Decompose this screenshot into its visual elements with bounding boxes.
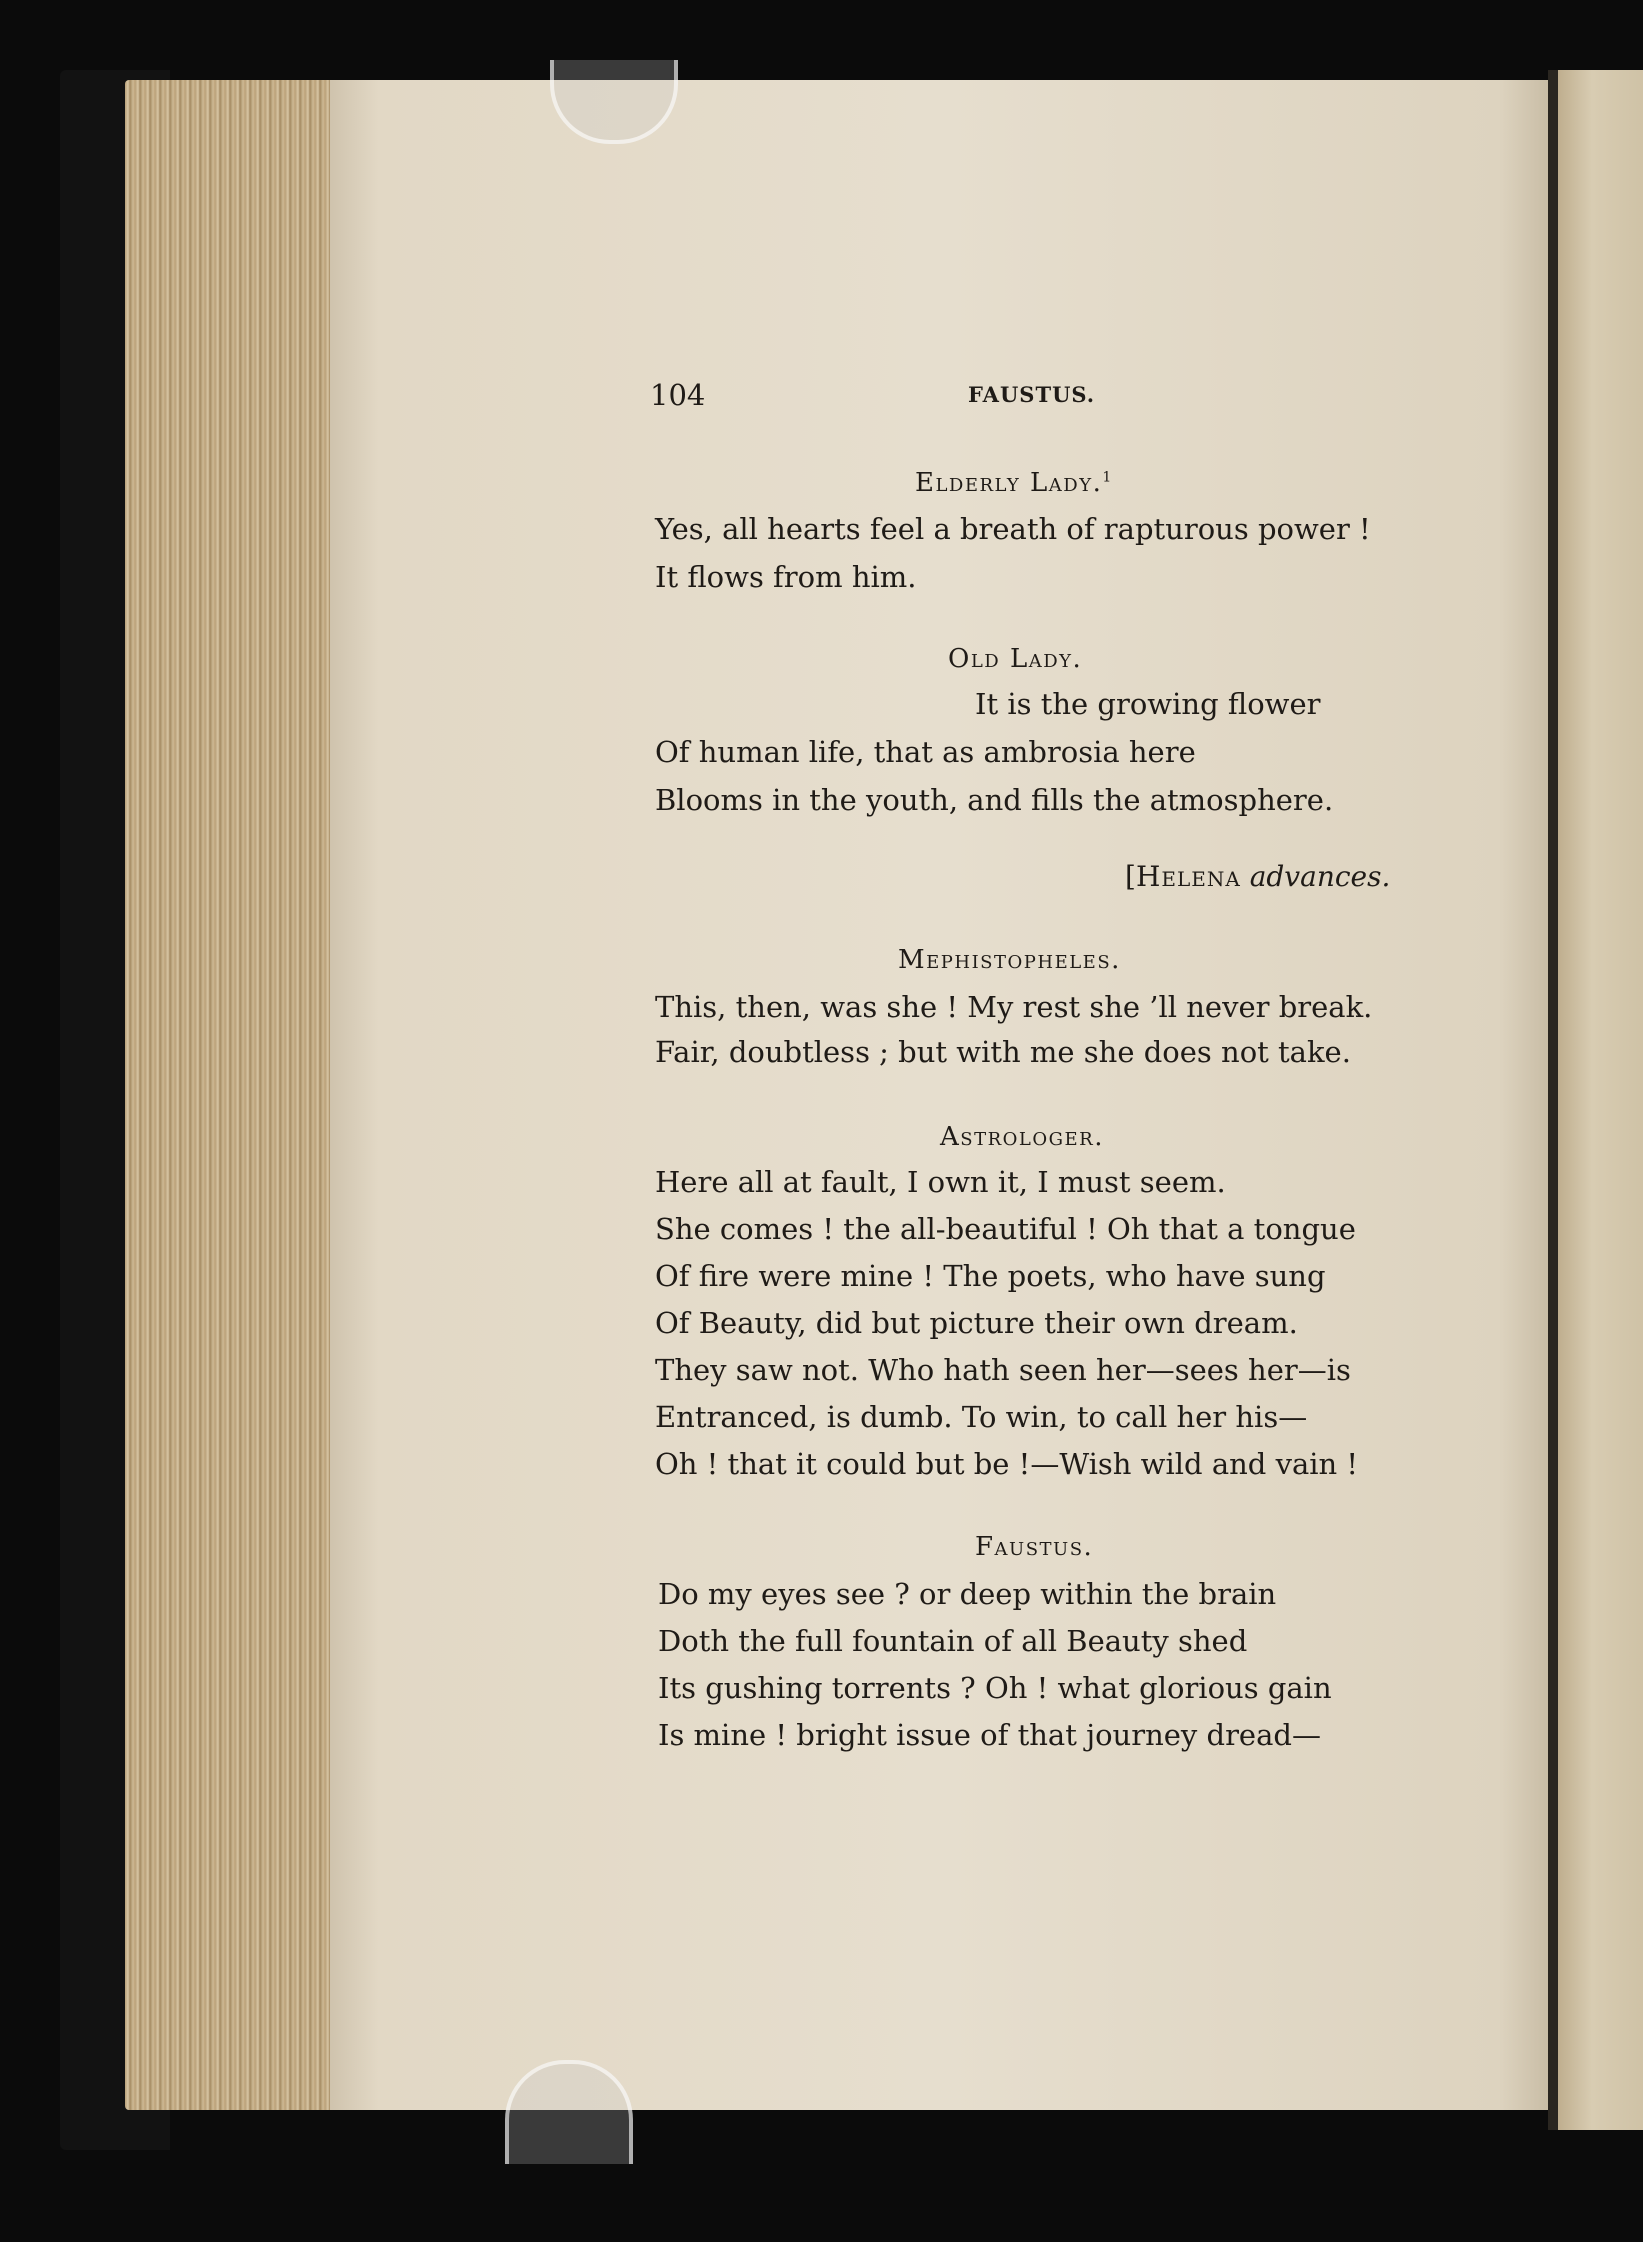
verse-line: Here all at fault, I own it, I must seem. xyxy=(655,1165,1226,1199)
speaker-elderly-lady: Elderly Lady.$^1$ xyxy=(915,468,1113,498)
verse-line: Of human life, that as ambrosia here xyxy=(655,735,1196,769)
page-clip-bottom xyxy=(505,2060,633,2164)
verse-line: Of fire were mine ! The poets, who have sung xyxy=(655,1259,1326,1293)
verse-line: Its gushing torrents ? Oh ! what glorious gain xyxy=(658,1671,1332,1705)
verse-line: This, then, was she ! My rest she ’ll never break. xyxy=(655,990,1373,1024)
running-title: FAUSTUS. xyxy=(968,382,1096,407)
book-gutter xyxy=(1548,70,1558,2130)
speaker-astrologer: Astrologer. xyxy=(940,1122,1104,1152)
verse-line: Do my eyes see ? or deep within the brain xyxy=(658,1577,1277,1611)
verse-line: She comes ! the all-beautiful ! Oh that a tongue xyxy=(655,1212,1356,1246)
verse-line: Yes, all hearts feel a breath of rapturous power ! xyxy=(655,512,1371,546)
verse-line: Is mine ! bright issue of that journey dread— xyxy=(658,1718,1321,1752)
page-number: 104 xyxy=(650,378,706,412)
verse-line: It is the growing flower xyxy=(975,687,1321,721)
stage-action: advances. xyxy=(1249,860,1391,893)
stage-character: Helena xyxy=(1135,860,1241,893)
page-header xyxy=(650,378,1420,418)
stage-direction: [Helena advances. xyxy=(1125,860,1391,893)
verse-line: Oh ! that it could but be !—Wish wild and vain ! xyxy=(655,1447,1359,1481)
verse-line: It flows from him. xyxy=(655,560,917,594)
speaker-faustus: Faustus. xyxy=(975,1532,1094,1562)
facing-page-edge xyxy=(1558,70,1643,2130)
verse-line: Entranced, is dumb. To win, to call her his— xyxy=(655,1400,1308,1434)
footnote-mark: 1 xyxy=(1102,469,1113,486)
verse-line: They saw not. Who hath seen her—sees her—is xyxy=(655,1353,1351,1387)
verse-line: Doth the full fountain of all Beauty shed xyxy=(658,1624,1248,1658)
verse-line: Blooms in the youth, and fills the atmosphere. xyxy=(655,783,1334,817)
speaker-old-lady: Old Lady. xyxy=(948,644,1083,674)
speaker-mephistopheles: Mephistopheles. xyxy=(898,945,1121,975)
verse-line: Of Beauty, did but picture their own dream. xyxy=(655,1306,1298,1340)
page-edges xyxy=(125,80,340,2110)
verse-line: Fair, doubtless ; but with me she does not take. xyxy=(655,1035,1351,1069)
